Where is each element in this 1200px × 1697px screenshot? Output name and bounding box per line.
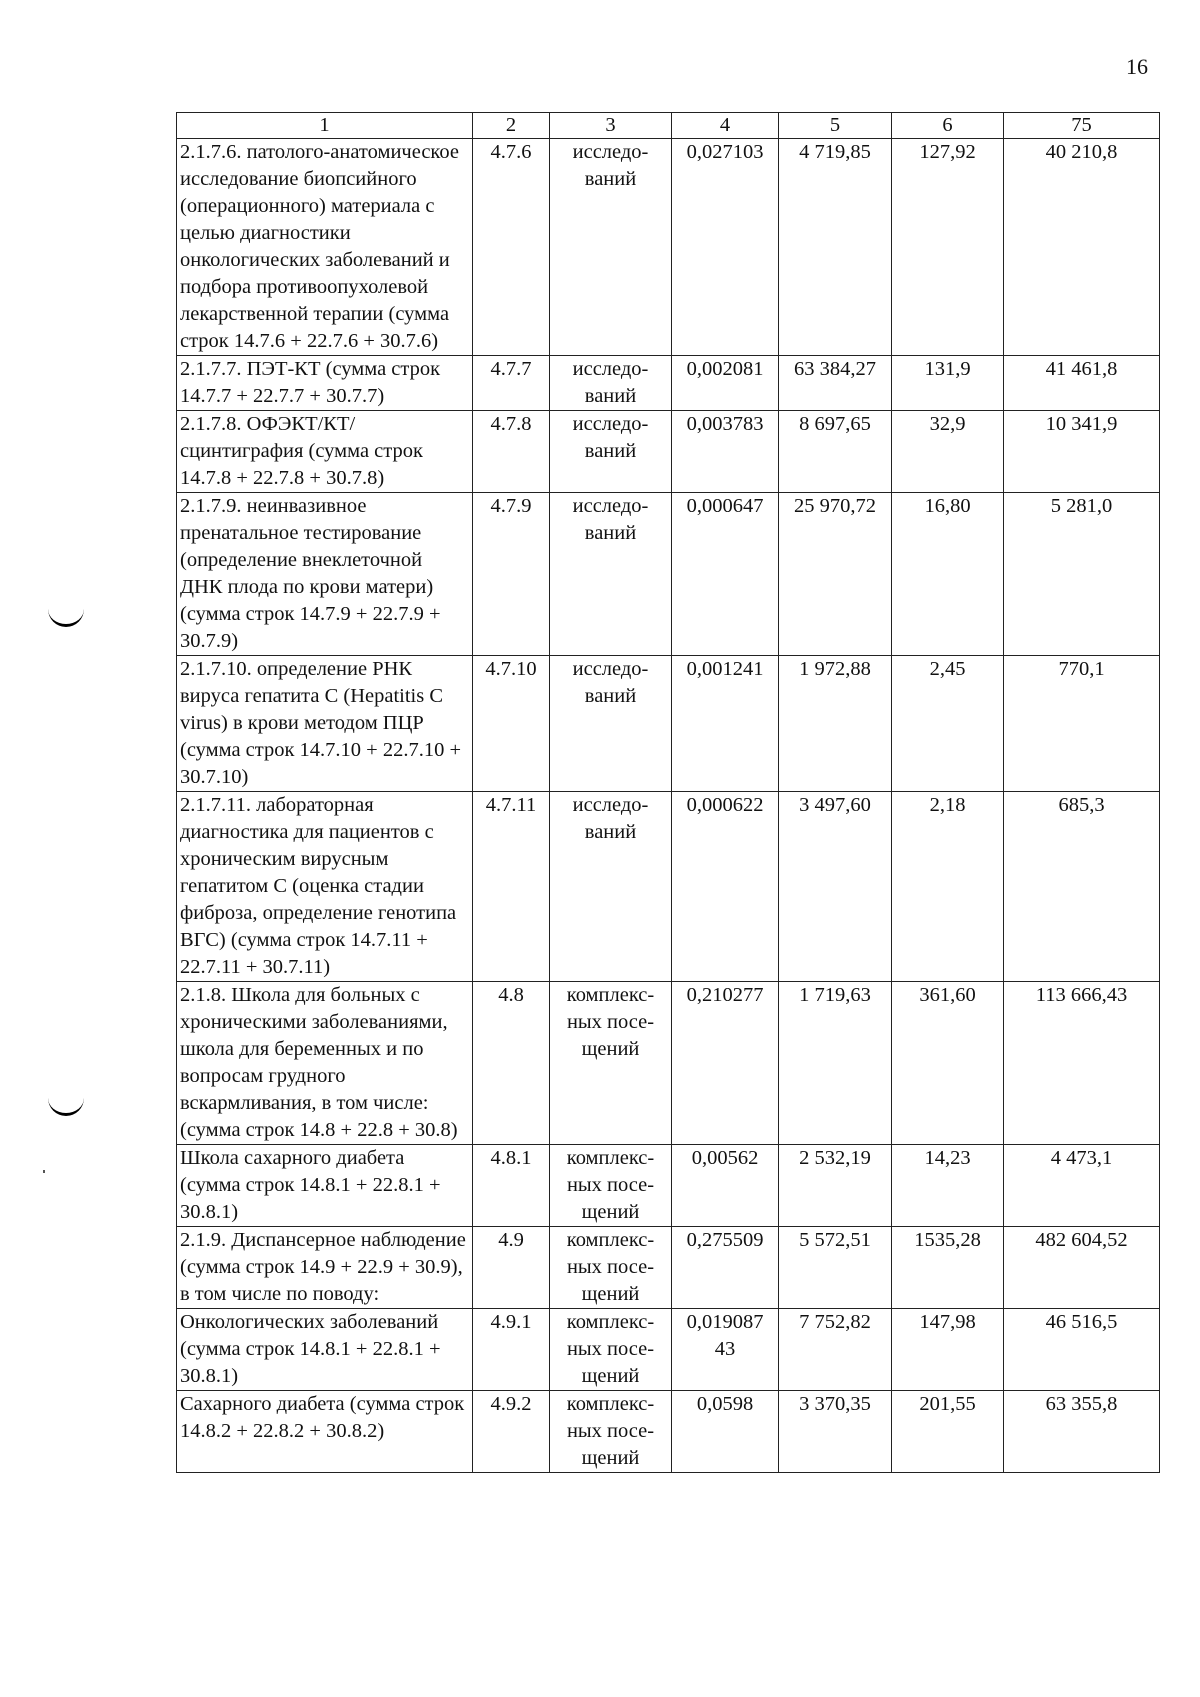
table-row <box>177 1391 1160 1473</box>
row-norm: 0,027103 <box>672 139 779 356</box>
row-norm: 0,019087 43 <box>672 1309 779 1391</box>
row-name: Школа сахарного диабета (сумма строк 14.8.1 + 22.8.1 + 30.8.1) <box>177 1145 473 1227</box>
row-unit: комплекс- ных посе- щений <box>550 1309 672 1391</box>
row-name: 2.1.7.7. ПЭТ-КТ (сумма строк 14.7.7 + 22.7.7 + 30.7.7) <box>177 356 473 411</box>
row-per-capita: 16,80 <box>892 493 1004 656</box>
row-code: 4.7.9 <box>473 493 550 656</box>
scan-mark <box>48 1095 84 1116</box>
row-norm: 0,0598 <box>672 1391 779 1473</box>
row-total: 113 666,43 <box>1004 982 1160 1145</box>
row-unit: комплекс- ных посе- щений <box>550 1227 672 1309</box>
row-per-capita: 131,9 <box>892 356 1004 411</box>
table-row <box>177 411 1160 493</box>
row-unit: комплекс- ных посе- щений <box>550 1391 672 1473</box>
table-row <box>177 139 1160 356</box>
page-number: 16 <box>1126 54 1148 79</box>
row-unit: комплекс- ных посе- щений <box>550 982 672 1145</box>
row-name: 2.1.7.11. лабораторная диагностика для пациентов с хроническим вирусным гепатитом С (оценка стадии фиброза, определение генотипа ВГС) (сумма строк 14.7.11 + 22.7.11 + 30.7.11) <box>177 792 473 982</box>
row-name: 2.1.7.10. определение РНК вируса гепатита С (Hepatitis C virus) в крови методом ПЦР (сумма строк 14.7.10 + 22.7.10 + 30.7.10) <box>177 656 473 792</box>
scan-mark <box>48 606 84 627</box>
header-row <box>177 113 1160 139</box>
column-header-4: 4 <box>672 113 779 139</box>
row-per-capita: 14,23 <box>892 1145 1004 1227</box>
row-total: 10 341,9 <box>1004 411 1160 493</box>
column-header-5: 5 <box>779 113 892 139</box>
row-code: 4.9.2 <box>473 1391 550 1473</box>
row-code: 4.9 <box>473 1227 550 1309</box>
row-code: 4.7.8 <box>473 411 550 493</box>
row-norm: 0,00562 <box>672 1145 779 1227</box>
row-norm: 0,002081 <box>672 356 779 411</box>
row-unit: исследо- ваний <box>550 411 672 493</box>
row-total: 63 355,8 <box>1004 1391 1160 1473</box>
row-norm: 0,000647 <box>672 493 779 656</box>
row-cost: 1 972,88 <box>779 656 892 792</box>
row-per-capita: 201,55 <box>892 1391 1004 1473</box>
row-cost: 2 532,19 <box>779 1145 892 1227</box>
row-total: 4 473,1 <box>1004 1145 1160 1227</box>
row-code: 4.9.1 <box>473 1309 550 1391</box>
row-total: 770,1 <box>1004 656 1160 792</box>
row-name: 2.1.7.9. неинвазивное пренатальное тестирование (определение внеклеточной ДНК плода по крови матери) (сумма строк 14.7.9 + 22.7.9 + 30.7.9) <box>177 493 473 656</box>
table-row <box>177 792 1160 982</box>
row-unit: исследо- ваний <box>550 656 672 792</box>
row-cost: 4 719,85 <box>779 139 892 356</box>
tariff-table <box>176 112 1160 1473</box>
row-cost: 63 384,27 <box>779 356 892 411</box>
table-row <box>177 493 1160 656</box>
row-norm: 0,210277 <box>672 982 779 1145</box>
row-norm: 0,275509 <box>672 1227 779 1309</box>
row-norm: 0,003783 <box>672 411 779 493</box>
row-cost: 3 370,35 <box>779 1391 892 1473</box>
row-name: 2.1.8. Школа для больных с хроническими заболеваниями, школа для беременных и по вопросам грудного вскармливания, в том числе: (сумма строк 14.8 + 22.8 + 30.8) <box>177 982 473 1145</box>
column-header-6: 6 <box>892 113 1004 139</box>
row-norm: 0,000622 <box>672 792 779 982</box>
row-unit: комплекс- ных посе- щений <box>550 1145 672 1227</box>
row-name: 2.1.9. Диспансерное наблюдение (сумма строк 14.9 + 22.9 + 30.9), в том числе по поводу: <box>177 1227 473 1309</box>
row-norm: 0,001241 <box>672 656 779 792</box>
table-row <box>177 1227 1160 1309</box>
row-code: 4.8.1 <box>473 1145 550 1227</box>
row-code: 4.7.11 <box>473 792 550 982</box>
column-header-2: 2 <box>473 113 550 139</box>
row-per-capita: 32,9 <box>892 411 1004 493</box>
column-header-3: 3 <box>550 113 672 139</box>
row-unit: исследо- ваний <box>550 356 672 411</box>
row-cost: 8 697,65 <box>779 411 892 493</box>
row-per-capita: 127,92 <box>892 139 1004 356</box>
row-cost: 1 719,63 <box>779 982 892 1145</box>
row-name: 2.1.7.8. ОФЭКТ/КТ/сцинтиграфия (сумма строк 14.7.8 + 22.7.8 + 30.7.8) <box>177 411 473 493</box>
row-cost: 5 572,51 <box>779 1227 892 1309</box>
row-per-capita: 2,18 <box>892 792 1004 982</box>
row-name: Сахарного диабета (сумма строк 14.8.2 + 22.8.2 + 30.8.2) <box>177 1391 473 1473</box>
table-row <box>177 982 1160 1145</box>
row-code: 4.7.7 <box>473 356 550 411</box>
row-total: 482 604,52 <box>1004 1227 1160 1309</box>
row-code: 4.7.10 <box>473 656 550 792</box>
table-row <box>177 656 1160 792</box>
row-code: 4.7.6 <box>473 139 550 356</box>
column-header-1: 1 <box>177 113 473 139</box>
scan-speck <box>43 1170 45 1173</box>
row-code: 4.8 <box>473 982 550 1145</box>
table-row <box>177 1309 1160 1391</box>
row-total: 5 281,0 <box>1004 493 1160 656</box>
row-cost: 25 970,72 <box>779 493 892 656</box>
row-cost: 7 752,82 <box>779 1309 892 1391</box>
row-unit: исследо- ваний <box>550 493 672 656</box>
row-total: 41 461,8 <box>1004 356 1160 411</box>
table-row <box>177 356 1160 411</box>
row-cost: 3 497,60 <box>779 792 892 982</box>
row-total: 685,3 <box>1004 792 1160 982</box>
row-total: 46 516,5 <box>1004 1309 1160 1391</box>
column-header-7: 75 <box>1004 113 1160 139</box>
row-total: 40 210,8 <box>1004 139 1160 356</box>
row-unit: исследо- ваний <box>550 792 672 982</box>
row-per-capita: 147,98 <box>892 1309 1004 1391</box>
row-per-capita: 1535,28 <box>892 1227 1004 1309</box>
row-per-capita: 2,45 <box>892 656 1004 792</box>
table-row <box>177 1145 1160 1227</box>
row-name: 2.1.7.6. патолого-анатомическое исследование биопсийного (операционного) материала с целью диагностики онкологических заболеваний и подбора противоопухолевой лекарственной терапии (сумма строк 14.7.6 + 22.7.6 + 30.7.6) <box>177 139 473 356</box>
row-per-capita: 361,60 <box>892 982 1004 1145</box>
row-name: Онкологических заболеваний (сумма строк 14.8.1 + 22.8.1 + 30.8.1) <box>177 1309 473 1391</box>
row-unit: исследо- ваний <box>550 139 672 356</box>
